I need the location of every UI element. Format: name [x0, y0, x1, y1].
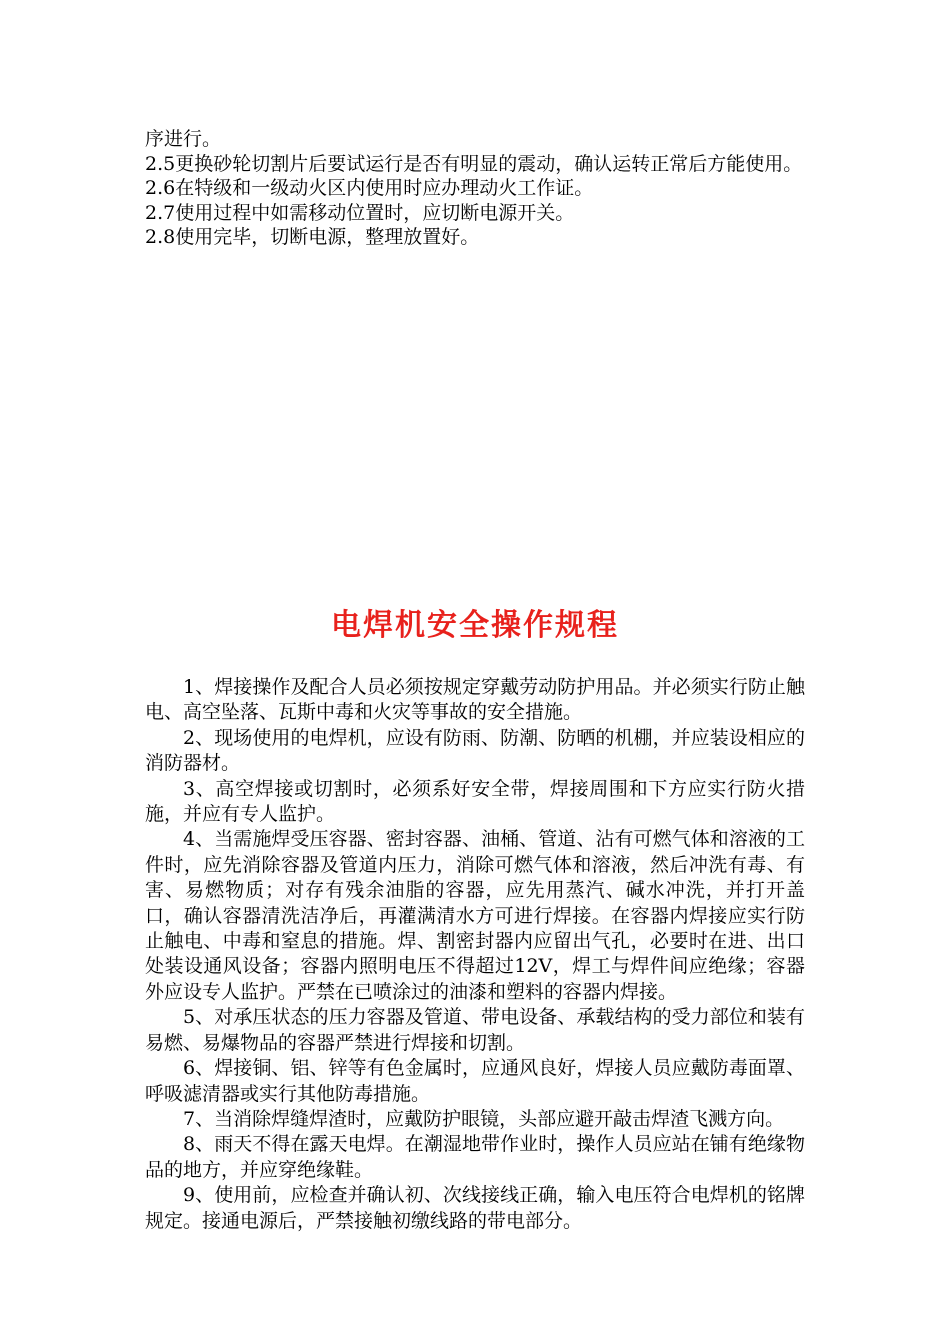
paragraph-6: 6、焊接铜、铝、锌等有色金属时，应通风良好，焊接人员应戴防毒面罩、呼吸滤清器或实行其他防毒措施。: [145, 1057, 805, 1105]
continuation-line: 序进行。: [145, 128, 222, 150]
previous-section-continuation: [145, 127, 810, 250]
rule-2-6: 2.6在特级和一级动火区内使用时应办理动火工作证。: [145, 177, 594, 199]
rule-2-8: 2.8使用完毕，切断电源，整理放置好。: [145, 226, 480, 248]
paragraph-1: 1、焊接操作及配合人员必须按规定穿戴劳动防护用品。并必须实行防止触电、高空坠落、瓦斯中毒和火灾等事故的安全措施。: [145, 676, 805, 724]
rule-2-5: 2.5更换砂轮切割片后要试运行是否有明显的震动，确认运转正常后方能使用。: [145, 152, 803, 175]
paragraph-5: 5、对承压状态的压力容器及管道、带电设备、承载结构的受力部位和装有易燃、易爆物品的容器严禁进行焊接和切割。: [145, 1006, 805, 1054]
document-title: 电焊机安全操作规程: [331, 608, 619, 643]
paragraph-8: 8、雨天不得在露天电焊。在潮湿地带作业时，操作人员应站在铺有绝缘物品的地方，并应穿绝缘鞋。: [145, 1133, 805, 1181]
rule-2-7: 2.7使用过程中如需移动位置时，应切断电源开关。: [145, 201, 575, 224]
paragraph-2: 2、现场使用的电焊机，应设有防雨、防潮、防晒的机棚，并应装设相应的消防器材。: [145, 726, 805, 775]
paragraph-7: 7、当消除焊缝焊渣时，应戴防护眼镜，头部应避开敲击焊渣飞溅方向。: [183, 1107, 785, 1130]
paragraph-3: 3、高空焊接或切割时，必须系好安全带，焊接周围和下方应实行防火措施，并应有专人监护。: [145, 777, 805, 826]
paragraph-4: 4、当需施焊受压容器、密封容器、油桶、管道、沾有可燃气体和溶液的工件时，应先消除容器及管道内压力，消除可燃气体和溶液，然后冲洗有毒、有害、易燃物质；对存有残余油脂的容器，应先用蒸汽、碱水冲洗，并打开盖口，确认容器清洗洁净后，再灌满清水方可进行焊接。在容器内焊接应实行防止触电、中毒和窒息的措施。焊、割密封器内应留出气孔，必要时在进、出口处装设通风设备；容器内照明电压不得超过12V，焊工与焊件间应绝缘；容器外应设专人监护。严禁在已喷涂过的油漆和塑料的容器内焊接。: [145, 828, 805, 1003]
paragraph-9: 9、使用前，应检查并确认初、次线接线正确，输入电压符合电焊机的铭牌规定。接通电源后，严禁接触初缴线路的带电部分。: [145, 1184, 805, 1232]
document-body: [145, 675, 805, 1234]
